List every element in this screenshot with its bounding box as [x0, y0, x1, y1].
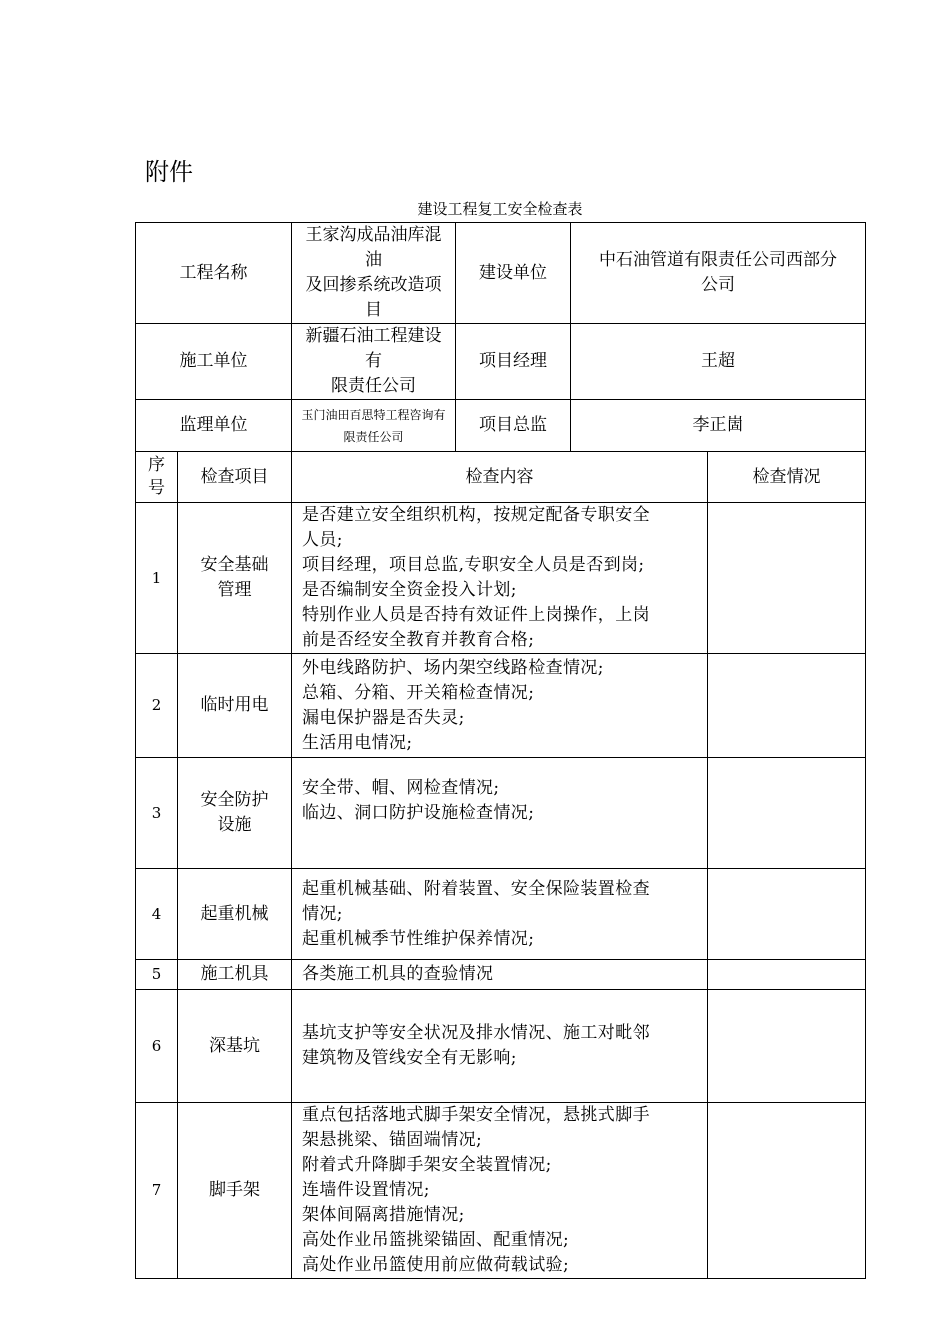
content-line: 前是否经安全教育并教育合格;: [302, 630, 535, 650]
content-line: 总箱、分箱、开关箱检查情况;: [302, 682, 535, 703]
row-content: [292, 758, 708, 869]
project-name-line: 王家沟成品油库混油: [305, 225, 442, 270]
table-row: [136, 1103, 866, 1279]
form-title: 建设工程复工安全检查表: [417, 200, 583, 218]
content-line: 架体间隔离措施情况;: [302, 1205, 465, 1225]
row-number: 7: [136, 1103, 178, 1279]
content-line: 是否编制安全资金投入计划;: [302, 580, 517, 600]
row-item: [178, 960, 292, 990]
row-content: [292, 503, 708, 654]
table-row: [136, 758, 866, 869]
contractor-line: 限责任公司: [331, 376, 416, 396]
supervisor-line: 玉门油田百思特工程咨询有: [301, 407, 446, 422]
content-line: 生活用电情况;: [302, 732, 413, 753]
column-header-status: 检查情况: [708, 452, 866, 503]
row-item: [178, 1103, 292, 1279]
project-name-line: 及回掺系统改造项目: [305, 275, 442, 320]
contractor-label: 施工单位: [136, 324, 292, 400]
content-line: 起重机械基础、附着装置、安全保险装置检查: [302, 878, 650, 899]
row-item-line: 深基坑: [209, 1035, 260, 1056]
content-line: 特别作业人员是否持有效证件上岗操作，上岗: [302, 605, 650, 625]
supervisor-value: [292, 400, 456, 452]
content-line: 架悬挑梁、锚固端情况;: [302, 1130, 483, 1150]
row-content: [292, 960, 708, 990]
content-line: 重点包括落地式脚手架安全情况，悬挑式脚手: [302, 1105, 650, 1125]
seq-char: 序: [148, 455, 165, 475]
content-line: 起重机械季节性维护保养情况;: [302, 928, 535, 949]
seq-char: 号: [148, 478, 165, 498]
row-content: [292, 1103, 708, 1279]
owner-line: 中石油管道有限责任公司西部分: [599, 250, 837, 270]
manager-label: 项目经理: [456, 324, 571, 400]
row-status: [708, 990, 866, 1103]
row-item: [178, 654, 292, 758]
row-content: [292, 869, 708, 960]
row-content: [292, 990, 708, 1103]
row-item-line: 设施: [217, 815, 252, 835]
content-line: 临边、洞口防护设施检查情况;: [302, 803, 535, 823]
row-item: [178, 503, 292, 654]
row-item-line: 起重机械: [200, 903, 269, 924]
row-item-line: 临时用电: [200, 695, 269, 715]
content-line: 是否建立安全组织机构，按规定配备专职安全: [302, 505, 650, 525]
row-status: [708, 1103, 866, 1279]
chief-supervisor-value: 李正崮: [571, 400, 866, 452]
row-item-line: 安全防护: [200, 790, 269, 810]
manager-value: 王超: [571, 324, 866, 400]
row-item: [178, 869, 292, 960]
column-header-content: 检查内容: [292, 452, 708, 503]
row-number: 5: [136, 960, 178, 990]
project-name-label: 工程名称: [136, 223, 292, 324]
row-item: [178, 990, 292, 1103]
row-number: 4: [136, 869, 178, 960]
table-row: [136, 654, 866, 758]
owner-label: 建设单位: [456, 223, 571, 324]
column-header-row: [136, 452, 866, 503]
inspection-table: [135, 222, 866, 1279]
table-row: [136, 503, 866, 654]
project-name-value: [292, 223, 456, 324]
contractor-line: 新疆石油工程建设有: [305, 326, 442, 371]
row-item: [178, 758, 292, 869]
row-number: 6: [136, 990, 178, 1103]
table-row: [136, 960, 866, 990]
content-line: 情况;: [302, 903, 343, 924]
content-line: 人员;: [302, 530, 343, 550]
content-line: 高处作业吊篮挑梁锚固、配重情况;: [302, 1230, 570, 1250]
row-item-line: 施工机具: [200, 964, 269, 984]
header-row-supervisor: [136, 400, 866, 452]
owner-value: [571, 223, 866, 324]
content-line: 安全带、帽、网检查情况;: [302, 778, 500, 798]
row-number: 1: [136, 503, 178, 654]
row-number: 3: [136, 758, 178, 869]
content-line: 外电线路防护、场内架空线路检查情况;: [302, 657, 604, 678]
row-item-line: 脚手架: [209, 1180, 260, 1200]
row-status: [708, 960, 866, 990]
row-status: [708, 654, 866, 758]
table-row: [136, 869, 866, 960]
supervisor-label: 监理单位: [136, 400, 292, 452]
contractor-value: [292, 324, 456, 400]
row-status: [708, 869, 866, 960]
header-row-project: [136, 223, 866, 324]
column-header-item: 检查项目: [178, 452, 292, 503]
column-header-seq: [136, 452, 178, 503]
row-number: 2: [136, 654, 178, 758]
row-content: [292, 654, 708, 758]
supervisor-line: 限责任公司: [343, 429, 404, 444]
content-line: 连墙件设置情况;: [302, 1180, 430, 1200]
row-item-line: 管理: [217, 580, 252, 600]
row-status: [708, 503, 866, 654]
content-line: 附着式升降脚手架安全装置情况;: [302, 1155, 552, 1175]
chief-supervisor-label: 项目总监: [456, 400, 571, 452]
content-line: 漏电保护器是否失灵;: [302, 707, 465, 728]
content-line: 建筑物及管线安全有无影响;: [302, 1048, 517, 1068]
table-row: [136, 990, 866, 1103]
content-line: 基坑支护等安全状况及排水情况、施工对毗邻: [302, 1023, 650, 1043]
row-item-line: 安全基础: [200, 555, 269, 575]
header-row-contractor: [136, 324, 866, 400]
attachment-label: 附件: [145, 158, 193, 186]
content-line: 高处作业吊篮使用前应做荷载试验;: [302, 1255, 570, 1275]
content-line: 项目经理，项目总监,专职安全人员是否到岗;: [302, 555, 645, 575]
owner-line: 公司: [701, 275, 735, 295]
row-status: [708, 758, 866, 869]
content-line: 各类施工机具的查验情况: [302, 964, 494, 984]
